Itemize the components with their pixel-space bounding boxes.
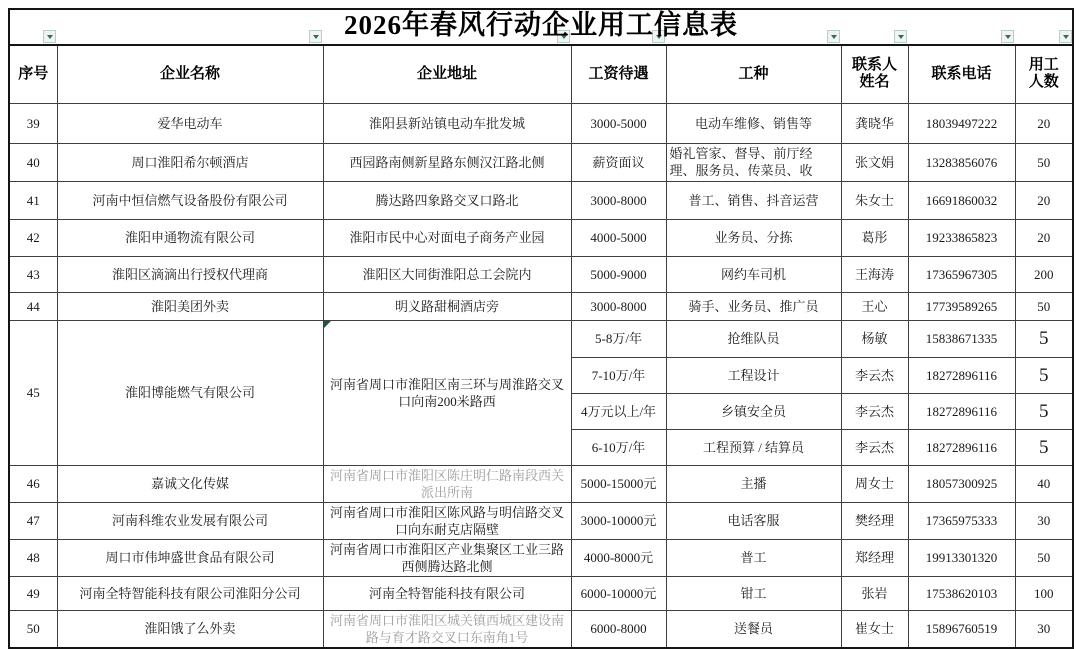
cell-contact-phone[interactable]: 18272896116 (908, 429, 1015, 465)
cell-contact-phone[interactable]: 13283856076 (908, 143, 1015, 181)
cell-contact-phone[interactable]: 15896760519 (908, 610, 1015, 648)
cell-headcount[interactable]: 5 (1015, 320, 1073, 357)
cell-headcount[interactable]: 40 (1015, 465, 1073, 502)
cell-headcount[interactable]: 100 (1015, 576, 1073, 610)
cell-salary[interactable]: 4万元以上/年 (571, 393, 666, 429)
cell-job-type[interactable]: 业务员、分拣 (666, 219, 841, 256)
table-row (9, 576, 1073, 610)
cell-headcount[interactable]: 50 (1015, 292, 1073, 320)
cell-row-number[interactable]: 46 (9, 465, 57, 502)
col-header-no: 序号 (9, 45, 57, 103)
cell-company-name[interactable]: 爱华电动车 (57, 103, 323, 143)
table-row (9, 219, 1073, 256)
title-cell (9, 9, 1073, 45)
cell-headcount[interactable]: 50 (1015, 143, 1073, 181)
cell-row-number[interactable]: 43 (9, 256, 57, 292)
cell-salary[interactable]: 3000-5000 (571, 103, 666, 143)
table-row (9, 292, 1073, 320)
cell-contact-name[interactable]: 张岩 (841, 576, 908, 610)
cell-company-address[interactable]: 腾达路四象路交叉口路北 (323, 181, 571, 219)
cell-salary[interactable]: 6-10万/年 (571, 429, 666, 465)
cell-salary[interactable]: 4000-8000元 (571, 539, 666, 576)
cell-company-address[interactable]: 淮阳县新站镇电动车批发城 (323, 103, 571, 143)
cell-job-type[interactable]: 主播 (666, 465, 841, 502)
cell-headcount[interactable]: 5 (1015, 393, 1073, 429)
cell-contact-name[interactable]: 王心 (841, 292, 908, 320)
cell-company-name[interactable]: 淮阳饿了么外卖 (57, 610, 323, 648)
cell-corner-marker-icon (324, 321, 332, 329)
cell-contact-name[interactable]: 樊经理 (841, 502, 908, 539)
cell-contact-phone[interactable]: 17365975333 (908, 502, 1015, 539)
col-header-phone: 联系电话 (908, 45, 1015, 103)
cell-headcount[interactable]: 30 (1015, 610, 1073, 648)
col-header-headcount: 用工 人数 (1015, 45, 1073, 103)
table-row (9, 256, 1073, 292)
cell-contact-name[interactable]: 王海涛 (841, 256, 908, 292)
cell-contact-name[interactable]: 郑经理 (841, 539, 908, 576)
col-header-job-type: 工种 (666, 45, 841, 103)
cell-company-name[interactable]: 周口市伟坤盛世食品有限公司 (57, 539, 323, 576)
cell-company-name[interactable]: 淮阳美团外卖 (57, 292, 323, 320)
cell-contact-phone[interactable]: 19913301320 (908, 539, 1015, 576)
cell-contact-phone[interactable]: 18272896116 (908, 357, 1015, 393)
filter-dropdown-icon[interactable] (1059, 30, 1072, 43)
cell-company-name[interactable]: 河南中恒信燃气设备股份有限公司 (57, 181, 323, 219)
cell-headcount[interactable]: 5 (1015, 357, 1073, 393)
cell-row-number[interactable]: 45 (9, 320, 57, 465)
cell-company-address[interactable]: 河南省周口市淮阳区陈风路与明信路交叉口向东耐克店隔壁 (323, 502, 571, 539)
cell-job-type[interactable]: 工程预算 / 结算员 (666, 429, 841, 465)
col-header-company-address: 企业地址 (323, 45, 571, 103)
cell-job-type[interactable]: 电话客服 (666, 502, 841, 539)
table-row (9, 539, 1073, 576)
cell-company-address[interactable]: 明义路甜桐酒店旁 (323, 292, 571, 320)
cell-contact-name[interactable]: 张文娟 (841, 143, 908, 181)
table-row (9, 502, 1073, 539)
cell-company-address[interactable]: 河南全特智能科技有限公司 (323, 576, 571, 610)
col-header-company-name: 企业名称 (57, 45, 323, 103)
cell-contact-phone[interactable]: 15838671335 (908, 320, 1015, 357)
cell-salary[interactable]: 3000-8000 (571, 292, 666, 320)
cell-contact-phone[interactable]: 16691860032 (908, 181, 1015, 219)
cell-contact-phone[interactable]: 18057300925 (908, 465, 1015, 502)
cell-row-number[interactable]: 47 (9, 502, 57, 539)
cell-salary[interactable]: 6000-8000 (571, 610, 666, 648)
cell-job-type[interactable]: 抢维队员 (666, 320, 841, 357)
cell-salary[interactable]: 5-8万/年 (571, 320, 666, 357)
cell-job-type[interactable]: 电动车维修、销售等 (666, 103, 841, 143)
cell-job-type[interactable]: 普工 (666, 539, 841, 576)
cell-salary[interactable]: 3000-10000元 (571, 502, 666, 539)
cell-contact-phone[interactable]: 18039497222 (908, 103, 1015, 143)
cell-company-address[interactable]: 河南省周口市淮阳区陈庄明仁路南段西关派出所南 (323, 465, 571, 502)
cell-contact-name[interactable]: 葛彤 (841, 219, 908, 256)
cell-headcount[interactable]: 20 (1015, 181, 1073, 219)
cell-contact-name[interactable]: 李云杰 (841, 393, 908, 429)
cell-headcount[interactable]: 5 (1015, 429, 1073, 465)
cell-company-name[interactable]: 嘉诚文化传媒 (57, 465, 323, 502)
filter-dropdown-icon[interactable] (309, 30, 322, 43)
cell-company-name[interactable]: 淮阳博能燃气有限公司 (57, 320, 323, 465)
cell-row-number[interactable]: 49 (9, 576, 57, 610)
cell-salary[interactable]: 5000-9000 (571, 256, 666, 292)
table-row (9, 143, 1073, 181)
cell-company-name[interactable]: 河南全特智能科技有限公司淮阳分公司 (57, 576, 323, 610)
cell-job-type[interactable]: 工程设计 (666, 357, 841, 393)
title-row (9, 9, 1073, 45)
cell-row-number[interactable]: 40 (9, 143, 57, 181)
employment-info-table (8, 8, 1074, 649)
cell-contact-name[interactable]: 朱女士 (841, 181, 908, 219)
cell-contact-name[interactable]: 李云杰 (841, 429, 908, 465)
cell-headcount[interactable]: 200 (1015, 256, 1073, 292)
cell-company-address[interactable]: 西园路南侧新星路东侧汉江路北侧 (323, 143, 571, 181)
cell-contact-phone[interactable]: 17739589265 (908, 292, 1015, 320)
cell-salary[interactable]: 3000-8000 (571, 181, 666, 219)
table-row (9, 320, 1073, 357)
table-row (9, 181, 1073, 219)
cell-company-address[interactable]: 河南省周口市淮阳区产业集聚区工业三路西侧腾达路北侧 (323, 539, 571, 576)
cell-job-type[interactable]: 钳工 (666, 576, 841, 610)
cell-job-type[interactable]: 普工、销售、抖音运营 (666, 181, 841, 219)
cell-contact-phone[interactable]: 17365967305 (908, 256, 1015, 292)
cell-row-number[interactable]: 48 (9, 539, 57, 576)
cell-contact-name[interactable]: 杨敏 (841, 320, 908, 357)
cell-company-address[interactable]: 河南省周口市淮阳区南三环与周淮路交叉口向南200米路西 (323, 320, 571, 465)
page-title: 2026年春风行动企业用工信息表 (344, 9, 738, 40)
cell-company-address[interactable]: 河南省周口市淮阳区城关镇西城区建设南路与育才路交叉口东南角1号 (323, 610, 571, 648)
cell-company-name[interactable]: 周口淮阳希尔顿酒店 (57, 143, 323, 181)
cell-contact-phone[interactable]: 18272896116 (908, 393, 1015, 429)
cell-company-address[interactable]: 淮阳区大同街淮阳总工会院内 (323, 256, 571, 292)
cell-row-number[interactable]: 39 (9, 103, 57, 143)
cell-job-type[interactable]: 送餐员 (666, 610, 841, 648)
cell-row-number[interactable]: 50 (9, 610, 57, 648)
filter-dropdown-icon[interactable] (1001, 30, 1014, 43)
cell-company-name[interactable]: 河南科维农业发展有限公司 (57, 502, 323, 539)
cell-contact-name[interactable]: 周女士 (841, 465, 908, 502)
cell-contact-phone[interactable]: 19233865823 (908, 219, 1015, 256)
cell-contact-name[interactable]: 龚晓华 (841, 103, 908, 143)
filter-dropdown-icon[interactable] (894, 30, 907, 43)
cell-contact-name[interactable]: 李云杰 (841, 357, 908, 393)
cell-salary[interactable]: 4000-5000 (571, 219, 666, 256)
cell-company-address[interactable]: 淮阳市民中心对面电子商务产业园 (323, 219, 571, 256)
cell-headcount[interactable]: 20 (1015, 219, 1073, 256)
cell-salary[interactable]: 薪资面议 (571, 143, 666, 181)
cell-row-number[interactable]: 41 (9, 181, 57, 219)
cell-salary[interactable]: 5000-15000元 (571, 465, 666, 502)
cell-headcount[interactable]: 20 (1015, 103, 1073, 143)
cell-job-type[interactable]: 乡镇安全员 (666, 393, 841, 429)
table-row (9, 103, 1073, 143)
col-header-salary: 工资待遇 (571, 45, 666, 103)
cell-company-name[interactable]: 淮阳申通物流有限公司 (57, 219, 323, 256)
cell-headcount[interactable]: 30 (1015, 502, 1073, 539)
cell-job-type[interactable]: 骑手、业务员、推广员 (666, 292, 841, 320)
cell-salary[interactable]: 7-10万/年 (571, 357, 666, 393)
cell-row-number[interactable]: 44 (9, 292, 57, 320)
cell-contact-phone[interactable]: 17538620103 (908, 576, 1015, 610)
filter-dropdown-icon[interactable] (43, 30, 56, 43)
cell-job-type[interactable]: 婚礼管家、督导、前厅经理、服务员、传菜员、收 (666, 143, 841, 181)
cell-job-type[interactable]: 网约车司机 (666, 256, 841, 292)
table-row (9, 465, 1073, 502)
cell-row-number[interactable]: 42 (9, 219, 57, 256)
cell-company-name[interactable]: 淮阳区滴滴出行授权代理商 (57, 256, 323, 292)
filter-dropdown-icon[interactable] (827, 30, 840, 43)
header-row (9, 45, 1073, 103)
cell-contact-name[interactable]: 崔女士 (841, 610, 908, 648)
cell-headcount[interactable]: 50 (1015, 539, 1073, 576)
col-header-contact-name: 联系人 姓名 (841, 45, 908, 103)
cell-salary[interactable]: 6000-10000元 (571, 576, 666, 610)
